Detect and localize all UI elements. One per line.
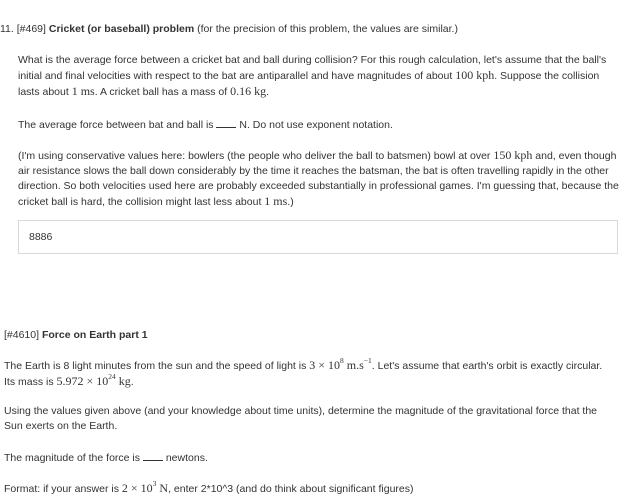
speed-value: 150 kph [493,148,533,162]
hint-text: , enter 2*10^3 (and do think about significant figures) [168,483,414,495]
question-title: Force on Earth part 1 [41,329,148,341]
time-value: 1 ms [71,84,95,98]
question-tag: [#469] [16,23,46,35]
earth-mass-value: $5.972 \times 10^{24}$ kg [56,372,131,388]
example-value: $2 \times 10^3$ N [121,479,169,495]
format-hint [4,481,414,497]
question-title: Cricket (or baseball) problem [48,23,195,35]
question-prompt [4,450,208,466]
intro-text: . Suppose the collision lasts about [18,70,600,98]
intro-text: . Let's assume that earth's orbit is exactly circular. Its mass is [4,360,603,388]
note-text: and, even though air resistance slows the ball down considerably by the time it reaches the batsman, the bat is often travelling rapidly in the other direction. So both velocities used here are probably exceeded substantially in professional games. I'm guessing that, because the cricket ball is hard, the collision might last less about [18,150,619,208]
prompt-text: The average force between bat and ball is [18,119,217,131]
question-intro [4,358,616,390]
prompt-text: newtons. [162,452,208,464]
velocity-value: 100 kph [455,68,495,82]
intro-text: What is the average force between a cricket bat and ball during collision? For this rough calculation, let's assume that the ball's initial and final velocities with respect to the bat are antiparallel and have magnitudes of about [18,54,607,82]
question-title-note: (for the precision of this problem, the values are similar.) [197,23,458,35]
intro-text: . [130,376,134,388]
time-value: 1 ms [264,194,288,208]
intro-text: The Earth is 8 light minutes from the sun and the speed of light is [4,360,310,372]
question-prompt [18,117,393,133]
question-note [18,148,622,210]
intro-text: . [266,86,270,98]
intro-text: . A cricket ball has a mass of [94,86,231,98]
answer-blank [216,117,236,128]
note-text: (I'm using conservative values here: bowlers (the people who deliver the ball to batsmen) bowl at over [18,150,494,162]
question-intro [18,53,618,100]
note-text: .) [287,196,294,208]
question-tag: [#4610] [4,329,40,341]
answer-value: 8886 [29,231,53,243]
answer-blank [143,450,163,461]
answer-input[interactable] [18,220,618,254]
question-instructions: Using the values given above (and your knowledge about time units), determine the magnitude of the gravitational force that the Sun exerts on the Earth. [4,405,598,432]
light-speed-value: $3 \times 10^8$ $m.s^{-1}$ [309,356,372,372]
question-header [4,328,148,343]
question-number: 11. [0,23,14,35]
hint-text: Format: if your answer is [4,483,122,495]
prompt-text: N. Do not use exponent notation. [236,119,393,131]
mass-value: 0.16 kg [230,84,267,98]
prompt-text: The magnitude of the force is [4,452,143,464]
question-header [0,22,458,37]
